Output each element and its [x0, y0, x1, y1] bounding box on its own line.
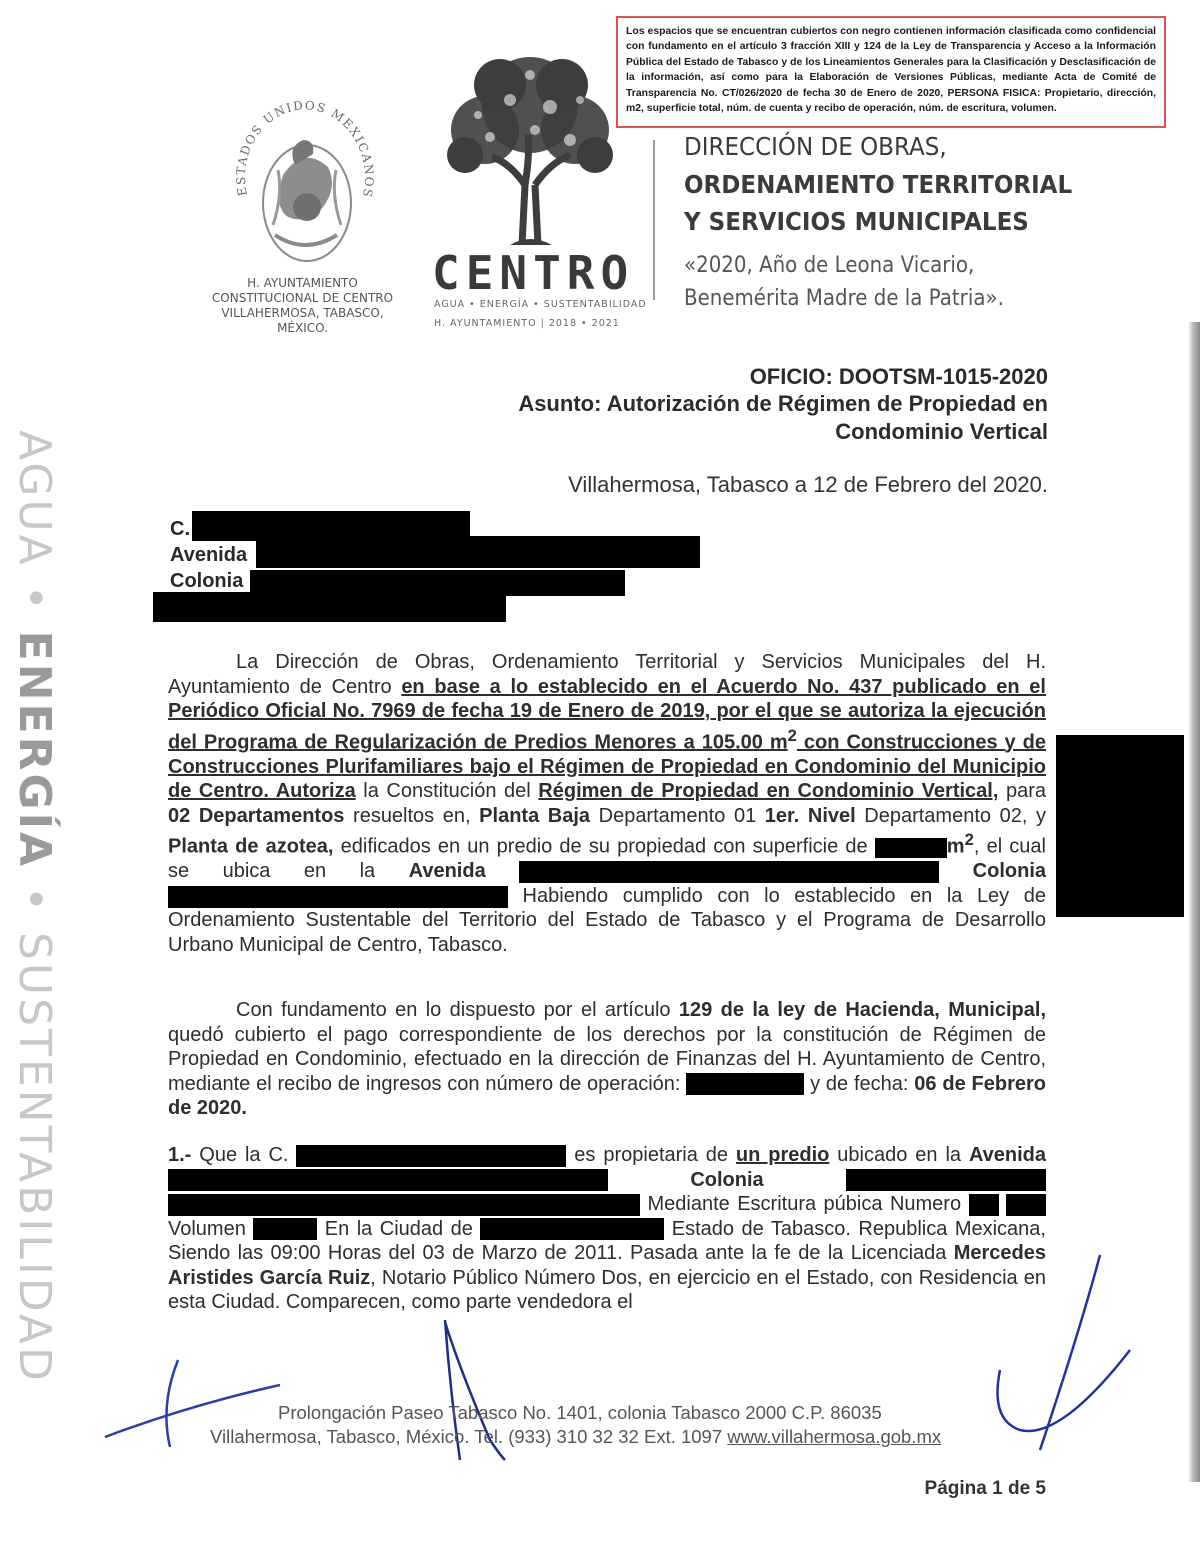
- redaction-box: [1006, 1194, 1046, 1216]
- p2-text-d: y de fecha:: [804, 1072, 915, 1095]
- p1-text-i: resueltos en,: [344, 804, 480, 827]
- redaction-box: [168, 1169, 608, 1191]
- p1-departamentos: 02 Departamentos: [168, 804, 345, 827]
- p1-avenida: Avenida: [408, 860, 486, 883]
- confidentiality-notice: Los espacios que se encuentran cubiertos con negro contienen información clasificada como confidencial con fundamento en el artículo 3 fracción XIII y 124 de la Ley de Transparencia y Acceso a la Información Pública del Estado de Tabasco y de los Lineamientos Generales para la Clasificación y Desclasificación de la información, así como para la Elaboración de Versiones Públicas, mediante Acta de Comité de Transparencia No. CT/026/2020 de fecha 30 de Enero de 2020, PERSONA FISICA: Propietario, dirección, m2, superficie total, núm. de cuenta y recibo de operación, núm. de escritura, volumen.: [616, 16, 1166, 128]
- p1-text-t: Habiendo cumplido con lo establecido en la Ley de Ordenamiento Sustentable del Territorio del Estado de Tabasco y el Programa de Desarrollo Urbano Municipal de Centro, Tabasco.: [168, 884, 1046, 956]
- directorate-line-1: DIRECCIÓN DE OBRAS,: [684, 132, 947, 161]
- p1-text-o: edificados en un predio de su propiedad con superficie de: [333, 835, 875, 858]
- addressee-c: C.: [170, 518, 190, 540]
- seal-caption-line2: CONSTITUCIONAL DE CENTRO: [211, 291, 394, 305]
- centro-wordmark: CENTRO: [432, 246, 635, 300]
- slogan-part-1: AGUA •: [9, 430, 60, 631]
- p1-m2: m: [946, 835, 965, 858]
- p2-ley-hacienda: 129 de la ley de Hacienda, Municipal,: [678, 999, 1046, 1021]
- p1-text-g: para: [998, 780, 1046, 803]
- paragraph-ownership: [168, 1143, 1046, 1315]
- tree-icon: [430, 45, 630, 255]
- p3-escritura: Mediante Escritura púbica Numero: [647, 1193, 962, 1215]
- addressee-colonia: Colonia: [170, 570, 244, 592]
- page-label: Página: [924, 1478, 993, 1499]
- p1-text-q: , el cual se ubica en la: [168, 835, 1046, 883]
- centro-tree-logo: [430, 45, 630, 255]
- p1-colonia: Colonia: [972, 860, 1047, 883]
- motto-line-1: «2020, Año de Leona Vicario,: [684, 253, 975, 278]
- paragraph-payment: [168, 998, 1046, 1121]
- p3-estado: Estado de Tabasco. Republica: [671, 1217, 948, 1240]
- redaction-box: [296, 1145, 566, 1167]
- footer-website-link[interactable]: www.villahermosa.gob.mx: [727, 1426, 942, 1447]
- p1-autoriza: Autoriza: [268, 780, 356, 803]
- directorate-line-2: ORDENAMIENTO TERRITORIAL: [684, 170, 1073, 199]
- p3-notario-nombre: Mercedes Aristides García Ruiz: [168, 1242, 1046, 1289]
- asunto-line-2: Condominio Vertical: [835, 419, 1048, 444]
- slogan-part-2: ENERGÍA: [9, 630, 60, 870]
- p3-licenciada: Licenciada: [850, 1242, 954, 1264]
- p3-text-e: ubicado en la: [829, 1144, 962, 1166]
- slogan-part-3: • SUSTENTABILIDAD: [9, 869, 60, 1384]
- p3-number: 1.-: [168, 1144, 192, 1166]
- asunto-line-1: Asunto: Autorización de Régimen de Propiedad en: [518, 391, 1048, 416]
- eagle-seal-icon: [225, 85, 385, 275]
- redaction-box: [168, 1194, 640, 1216]
- redaction-box: [875, 838, 947, 858]
- page-number: [925, 1478, 1046, 1500]
- page-total: 5: [1035, 1478, 1046, 1499]
- p1-text-m: Departamento 02, y: [855, 804, 1047, 827]
- p2-text-c: quedó cubierto el pago correspondiente de los derechos por la constitución de Régimen de Propiedad en Condominio, efectuado en la dirección de Finanzas del H. Ayuntamiento de Centro, mediante el recibo de ingresos con número de operación:: [168, 1023, 1046, 1095]
- addressee-avenida: Avenida: [170, 544, 248, 566]
- p1-sup: 2: [787, 725, 797, 745]
- p1-text-e: la Constitución del: [355, 780, 539, 803]
- p1-nivel: 1er. Nivel: [764, 804, 856, 827]
- centro-period: H. AYUNTAMIENTO | 2018 • 2021: [434, 318, 620, 329]
- redaction-box: [168, 886, 508, 908]
- p3-fecha-escritura: Mexicana, Siendo las 09:00 Horas del 03 de Marzo de 2011. Pasada ante la fe de la: [168, 1217, 1046, 1264]
- redaction-box: [1056, 735, 1184, 917]
- p3-que-la: Que la C.: [191, 1144, 289, 1166]
- redaction-box: [153, 592, 506, 622]
- scan-edge-shadow: [1188, 322, 1200, 1482]
- footer-address: Prolongación Paseo Tabasco No. 1401, colonia Tabasco 2000 C.P. 86035: [278, 1402, 882, 1423]
- p2-fecha: 06 de Febrero de 2020.: [168, 1072, 1046, 1119]
- place-and-date: Villahermosa, Tabasco a 12 de Febrero del 2020.: [568, 472, 1048, 497]
- redaction-box: [480, 1218, 664, 1240]
- seal-ring-text: ESTADOS UNIDOS MEXICANOS: [233, 98, 377, 200]
- directorate-line-3: Y SERVICIOS MUNICIPALES: [684, 207, 1029, 236]
- p1-text-k: Departamento 01: [590, 804, 765, 827]
- centro-tagline: AGUA • ENERGÍA • SUSTENTABILIDAD: [434, 299, 647, 310]
- p3-notario: , Notario Público Número Dos, en ejercicio: [370, 1266, 751, 1289]
- p3-colonia: Colonia: [690, 1168, 764, 1191]
- footer-contact: [210, 1426, 941, 1448]
- footer-phone: Villahermosa, Tabasco, México. Tel. (933) 310 32 32 Ext. 1097: [210, 1426, 728, 1447]
- redaction-box: [253, 1218, 317, 1240]
- p3-predio: un predio: [735, 1144, 830, 1166]
- p3-volumen: Volumen: [168, 1217, 246, 1240]
- p1-planta-baja: Planta Baja: [479, 804, 591, 827]
- redaction-box: [969, 1194, 999, 1216]
- p3-text-c: es propietaria de: [566, 1144, 736, 1166]
- redaction-box: [686, 1073, 804, 1095]
- signature-right: [980, 1250, 1150, 1470]
- p2-text-a: Con fundamento en lo dispuesto por el artículo: [236, 999, 679, 1021]
- redaction-box: [846, 1169, 1046, 1191]
- p1-program: con Construcciones y de Construcciones Plurifamiliares bajo el Régimen de Propiedad en Condominio del Municipio de Centro.: [168, 731, 1046, 803]
- paragraph-authorization: [168, 650, 1046, 957]
- vertical-slogan: [9, 430, 60, 1410]
- motto-line-2: Benemérita Madre de la Patria».: [684, 286, 1004, 311]
- p3-avenida: Avenida: [968, 1144, 1046, 1166]
- p1-azotea: Planta de azotea,: [168, 835, 334, 858]
- page-current: 1: [992, 1478, 1003, 1499]
- p1-acuerdo: en base a lo establecido en el Acuerdo No. 437 publicado en el Periódico Oficial No. 7969 de fecha 19 de Enero de 2019, por el que se autoriza la ejecución del Programa de Regularización de Predios Menores a 105.00 m: [168, 675, 1046, 754]
- seal-caption-line1: H. AYUNTAMIENTO: [247, 276, 358, 290]
- p1-m2-sup: 2: [964, 830, 974, 850]
- header-divider: [653, 140, 655, 300]
- redaction-box: [256, 536, 700, 568]
- p3-ciudad: En la Ciudad de: [324, 1217, 473, 1240]
- seal-caption-line3: VILLAHERMOSA, TABASCO, MÉXICO.: [221, 306, 384, 335]
- coat-of-arms-seal: [225, 85, 385, 275]
- page-of: de: [1002, 1478, 1036, 1499]
- seal-caption: [195, 276, 410, 336]
- p3-comparecen: en el Estado, con Residencia en esta Ciudad. Comparecen, como parte vendedora el: [168, 1266, 1047, 1313]
- oficio-number: OFICIO: DOOTSM-1015-2020: [749, 364, 1048, 389]
- redaction-box: [519, 861, 939, 883]
- p1-regimen: Régimen de Propiedad en Condominio Vertical,: [538, 780, 999, 803]
- p1-text-a: La Dirección de Obras, Ordenamiento Territorial y Servicios Municipales del H. Ayuntamiento de Centro: [168, 651, 1046, 698]
